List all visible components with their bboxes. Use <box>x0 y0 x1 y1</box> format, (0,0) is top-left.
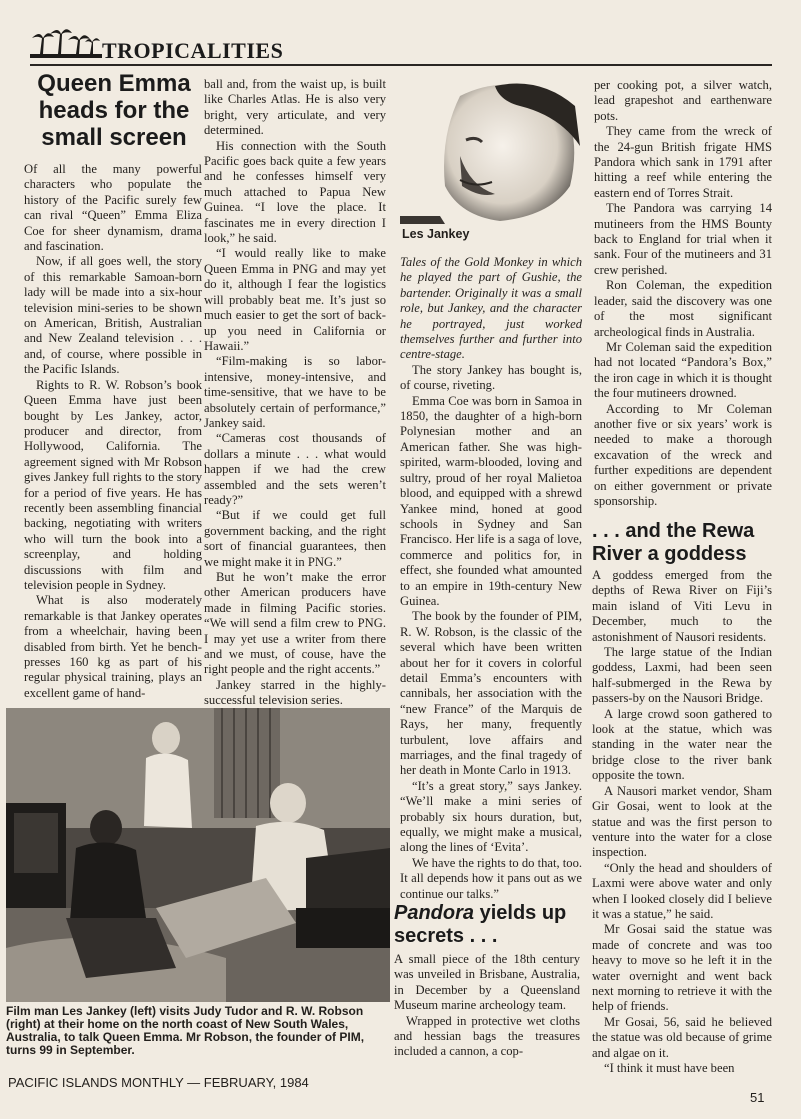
paragraph: “Cameras cost thousands of dollars a minute . . . what would happen if we had the crew assembled and the sets weren’t ready?” <box>204 431 386 507</box>
paragraph: Rights to R. W. Robson’s book Queen Emma have just been bought by Les Jankey, actor, producer and director, from Hollywood, California. The agreement signed with Mr Robson gives Jankey full rights to the story for a period of five years. He has recently been assembling financial backing, negotiating with writers who will turn the book into a screenplay, and holding discussions with film and television people in Sydney. <box>24 377 202 592</box>
paragraph: We have the rights to do that, too. It all depends how it pans out as we continue our talks.” <box>400 855 583 901</box>
queen-emma-headline: Queen Emma heads for the small screen <box>37 70 191 151</box>
les-jankey-portrait <box>400 76 582 224</box>
paragraph: “I would really like to make Queen Emma in PNG and may yet do it, although I fear the logistics will probably beat me. It’s just so much easier to get the sort of back-up you need in California or Hawaii.” <box>204 246 386 353</box>
pandora-col3 <box>394 952 580 1060</box>
footer-magazine: PACIFIC ISLANDS MONTHLY — FEBRUARY, 1984 <box>8 1075 309 1090</box>
paragraph: The story Jankey has bought is, of course, riveting. <box>400 362 582 393</box>
paragraph: According to Mr Coleman another five or six years’ work is needed to make a thorough excavation of the wreck and further expeditions are dependent on either government or private sponsorship. <box>594 401 772 508</box>
paragraph: Jankey starred in the highly-successful television series. <box>204 677 386 708</box>
portrait-caption: Les Jankey <box>402 227 470 241</box>
paragraph: A small piece of the 18th century was unveiled in Brisbane, Australia, in December by a Queensland Museum marine archeology team. <box>394 952 580 1013</box>
paragraph: A large crowd soon gathered to look at the statue, which was standing in the water near the bridge close to the river bank opposite the town. <box>592 706 772 783</box>
palm-trees-logo <box>30 26 102 62</box>
section-title: TROPICALITIES <box>102 38 284 63</box>
paragraph: The book by the founder of PIM, R. W. Robson, is the classic of the several which have been written about her for it covers in colorful detail Emma’s encounters with cannibals, her association with the “new France” of the Marquis de Rays, her many, frequently turbulent, love affairs and marriages, and the final tragedy of her death in Monte Carlo in 1913. <box>400 609 582 778</box>
section-header <box>30 26 310 66</box>
paragraph: The large statue of the Indian goddess, Laxmi, had been seen half-submerged in the Rewa by passers-by on the Nausori Bridge. <box>592 645 772 706</box>
paragraph: Ron Coleman, the expedition leader, said the discovery was one of the most significant archeological finds in Australia. <box>594 278 772 339</box>
paragraph: But he won’t make the error other American producers have made in filming Pacific stories. “We will send a film crew to PNG. I may yet use a writer from there and we must, of couse, have the right people and the right accents.” <box>204 570 386 677</box>
paragraph: “It’s a great story,” says Jankey. “We’ll make a mini series of probably six hours duration, but, equally, we might make a musical, along the lines of ‘Evita’. <box>400 778 582 855</box>
paragraph: A Nausori market vendor, Sham Gir Gosai, went to look at the statue and was the first person to venture into the water for a close inspection. <box>592 783 772 860</box>
paragraph: The Pandora was carrying 14 mutineers from the HMS Bounty back to England for trial when it sank. Four of the mutineers and 31 crew perished. <box>594 201 772 277</box>
paragraph: ball and, from the waist up, is built like Charles Atlas. He is also very bright, very articulate, and very determined. <box>204 77 386 138</box>
rewa-headline: . . . and the Rewa River a goddess <box>592 520 755 565</box>
paragraph: His connection with the South Pacific goes back quite a few years and he confesses himself very much attached to Papua New Guinea. “I love the place. It fascinates me in every direction I look,” he said. <box>204 138 386 246</box>
paragraph: Now, if all goes well, the story of this remarkable Samoan-born lady will be made into a six-hour television mini-series to be shown on American, British, Australian and New Zealand television . . . and, of course, where possible in the Pacific Islands. <box>24 254 202 377</box>
pandora-headline: Pandora yields up secrets . . . <box>394 902 567 947</box>
paragraph: A goddess emerged from the depths of Rewa River on Fiji’s main island of Viti Levu in December, much to the astonishment of Nausori residents. <box>592 568 772 644</box>
rewa-col4 <box>592 568 772 1076</box>
paragraph: What is also moderately remarkable is that Jankey operates from a wheelchair, having been disabled from birth. Yet he bench-presses 160 kg as part of his regular physical training, plays an excellent game of hand- <box>24 593 202 700</box>
paragraph: Mr Coleman said the expedition had not located “Pandora’s Box,” the iron cage in which it is thought the four mutineers drowned. <box>594 339 772 401</box>
pandora-col4 <box>594 78 772 509</box>
paragraph: Mr Gosai, 56, said he believed the statue was old because of grime and algae on it. <box>592 1014 772 1060</box>
group-photo-caption: Film man Les Jankey (left) visits Judy Tudor and R. W. Robson (right) at their home on the north coast of New South Wales, Australia, to talk Queen Emma. Mr Robson, the founder of PIM, turns 99 in September. <box>6 1004 365 1057</box>
page-number: 51 <box>750 1090 765 1105</box>
paragraph: Of all the many powerful characters who populate the history of the Pacific surely few can rival “Queen” Emma Eliza Coe for sheer dynamism, drama and fascination. <box>24 162 202 254</box>
header-rule <box>30 64 772 66</box>
paragraph: Mr Gosai said the statue was made of concrete and was too heavy to move so he left it in the water overnight and went back next morning to retrieve it with the help of friends. <box>592 922 772 1014</box>
queen-emma-col2 <box>204 77 386 709</box>
paragraph: Emma Coe was born in Samoa in 1850, the daughter of a high-born Polynesian mother and an American father. She was high-spirited, warm-blooded, loving and sultry, proud of her royal Malietoa blood, and equipped with a shrewd Yankee mind, honed at good schools in Sydney and San Francisco. Her life is a saga of love, commerce and politics for, in effect, she founded what amounted to an empire in 19th-century New Guinea. <box>400 393 582 608</box>
paragraph: “But if we could get full government backing, and the right sort of financial guarantees, then we might make it in PNG.” <box>204 508 386 569</box>
paragraph: Tales of the Gold Monkey in which he played the part of Gushie, the bartender. Originally it was a small role, but Jankey, and the character he portrayed, just worked themselves further and further into centre-stage. <box>400 255 582 362</box>
paragraph: “I think it must have been <box>604 1061 735 1075</box>
queen-emma-col3 <box>400 255 582 902</box>
queen-emma-col1 <box>24 162 202 701</box>
paragraph: “Only the head and shoulders of Laxmi were above water and only when I looked closely did I believe it was a statue,” he said. <box>592 860 772 921</box>
paragraph: They came from the wreck of the 24-gun British frigate HMS Pandora which sank in 1791 after hitting a reef while entering the eastern end of Torres Strait. <box>594 124 772 200</box>
paragraph: Wrapped in protective wet cloths and hessian bags the treasures included a cannon, a cop- <box>394 1013 580 1059</box>
group-photo <box>6 708 390 1002</box>
paragraph: per cooking pot, a silver watch, lead grapeshot and earthenware pots. <box>594 78 772 123</box>
paragraph: “Film-making is so labor-intensive, money-intensive, and time-sensitive, that we have to be absolutely certain of performance,” Jankey said. <box>204 354 386 430</box>
